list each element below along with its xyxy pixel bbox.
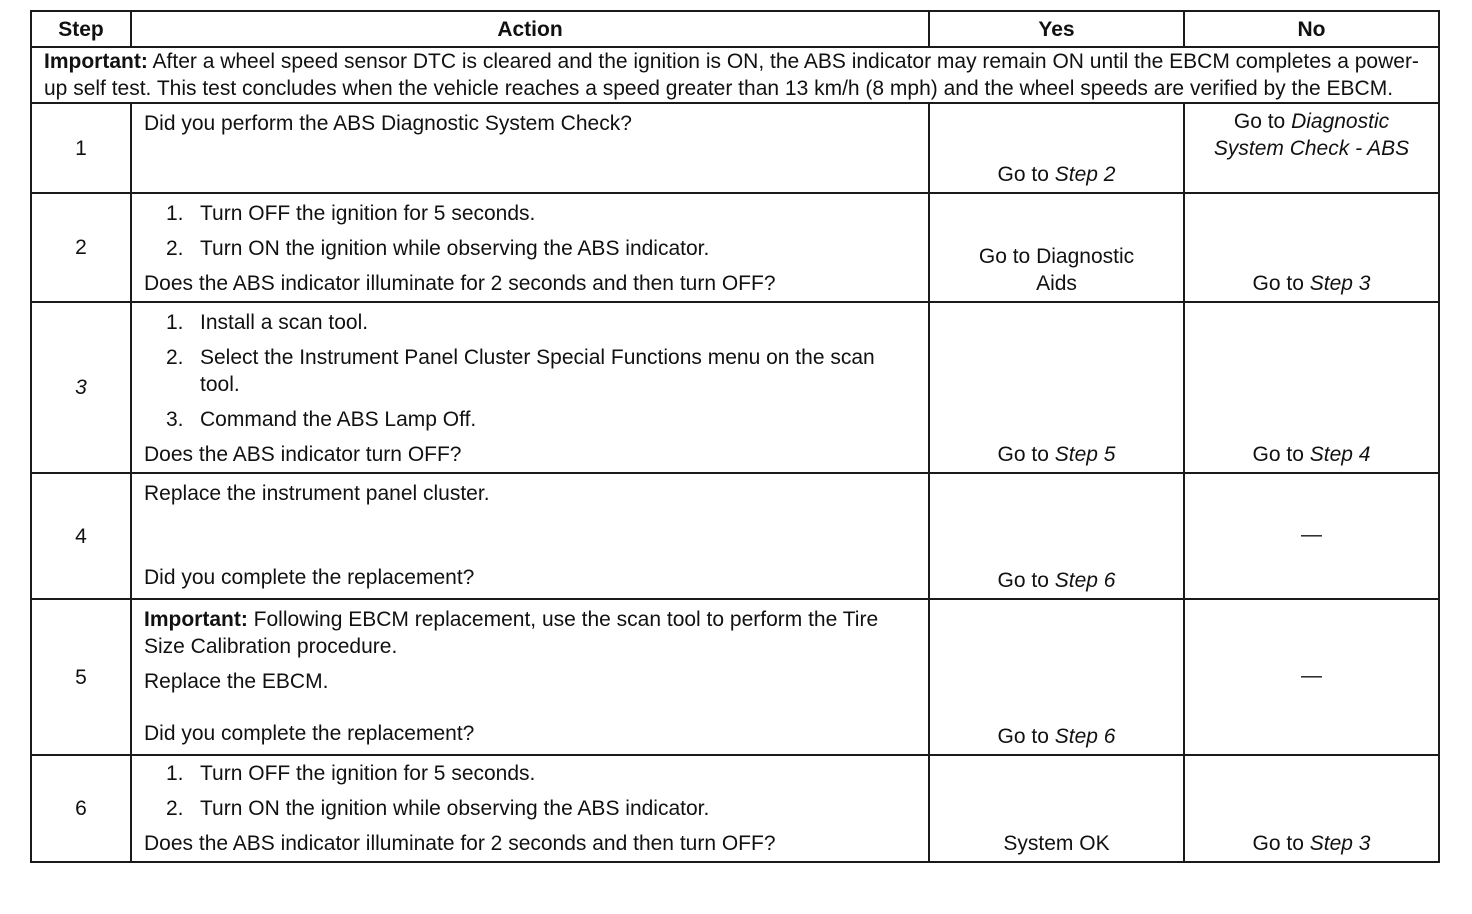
action-question: Did you perform the ABS Diagnostic System Check? [144, 112, 632, 135]
list-item: 1. Install a scan tool. [166, 311, 369, 334]
table-row-step-1 [31, 103, 1439, 193]
action-cell [131, 599, 929, 755]
no-cell[interactable] [1184, 302, 1439, 473]
yes-cell[interactable] [929, 302, 1184, 473]
list-item: 1. Turn OFF the ignition for 5 seconds. [166, 762, 536, 785]
action-instruction: Replace the EBCM. [144, 670, 329, 693]
action-steps [144, 760, 916, 822]
important-note [31, 47, 1439, 103]
no-prefix: Go to [1233, 110, 1292, 133]
action-question: Does the ABS indicator turn OFF? [144, 443, 462, 466]
no-link[interactable]: Step 4 [1309, 443, 1371, 466]
action-important: Important: Following EBCM replacement, use the scan tool to perform the Tire Size Calibration procedure. [144, 608, 879, 658]
action-cell [131, 755, 929, 862]
no-link[interactable]: Step 3 [1309, 832, 1371, 855]
action-steps [144, 200, 916, 262]
important-label: Important: [44, 50, 148, 73]
step-number: 5 [31, 599, 131, 755]
yes-cell[interactable] [929, 755, 1184, 862]
table-row-step-6 [31, 755, 1439, 862]
action-cell [131, 302, 929, 473]
step-number: 6 [31, 755, 131, 862]
action-question: Did you complete the replacement? [144, 566, 475, 589]
table-row-step-4 [31, 473, 1439, 599]
action-question: Does the ABS indicator illuminate for 2 seconds and then turn OFF? [144, 832, 776, 855]
no-cell[interactable] [1184, 755, 1439, 862]
header-step: Step [31, 11, 131, 47]
list-item: 3. Command the ABS Lamp Off. [166, 408, 477, 431]
yes-link[interactable]: Step 2 [1054, 163, 1116, 186]
table-row-step-3 [31, 302, 1439, 473]
yes-text[interactable]: Go to Diagnostic Aids [978, 245, 1135, 295]
action-cell [131, 103, 929, 193]
no-cell[interactable] [1184, 193, 1439, 302]
table-row-step-5 [31, 599, 1439, 755]
list-item: 2. Turn ON the ignition while observing the ABS indicator. [166, 237, 710, 260]
list-item: 2. Turn ON the ignition while observing the ABS indicator. [166, 797, 710, 820]
list-item: 2. Select the Instrument Panel Cluster Special Functions menu on the scan tool. [166, 346, 875, 396]
yes-prefix: Go to [997, 569, 1055, 592]
list-item: 1. Turn OFF the ignition for 5 seconds. [166, 202, 536, 225]
yes-link[interactable]: Step 5 [1054, 443, 1116, 466]
yes-cell[interactable] [929, 103, 1184, 193]
no-cell[interactable] [1184, 103, 1439, 193]
yes-cell[interactable] [929, 599, 1184, 755]
action-steps [144, 309, 916, 433]
important-label: Important: [144, 608, 248, 631]
header-row [31, 11, 1439, 47]
yes-cell[interactable] [929, 193, 1184, 302]
no-link[interactable]: Step 3 [1309, 272, 1371, 295]
yes-text[interactable]: System OK [1003, 832, 1110, 855]
important-text: After a wheel speed sensor DTC is cleared and the ignition is ON, the ABS indicator may remain ON until the EBCM completes a power-up self test. This test concludes when the vehicle reaches a speed greater than 13 km/h (8 mph) and the wheel speeds are verified by the EBCM. [44, 50, 1419, 100]
yes-link[interactable]: Step 6 [1054, 725, 1116, 748]
header-action: Action [131, 11, 929, 47]
action-cell [131, 193, 929, 302]
important-note-row [31, 47, 1439, 103]
yes-prefix: Go to [997, 725, 1055, 748]
no-link[interactable]: Diagnostic System Check - ABS [1213, 110, 1410, 160]
header-no: No [1184, 11, 1439, 47]
header-yes: Yes [929, 11, 1184, 47]
yes-prefix: Go to [997, 443, 1055, 466]
no-prefix: Go to [1252, 832, 1310, 855]
action-instruction: Replace the instrument panel cluster. [144, 482, 490, 505]
no-cell: — [1184, 599, 1439, 755]
no-cell: — [1184, 473, 1439, 599]
action-question: Does the ABS indicator illuminate for 2 seconds and then turn OFF? [144, 272, 776, 295]
step-number: 2 [31, 193, 131, 302]
action-question: Did you complete the replacement? [144, 722, 475, 745]
table-row-step-2 [31, 193, 1439, 302]
no-prefix: Go to [1252, 443, 1310, 466]
yes-link[interactable]: Step 6 [1054, 569, 1116, 592]
action-cell [131, 473, 929, 599]
yes-prefix: Go to [997, 163, 1055, 186]
step-number: 4 [31, 473, 131, 599]
yes-cell[interactable] [929, 473, 1184, 599]
step-number: 1 [31, 103, 131, 193]
no-prefix: Go to [1252, 272, 1310, 295]
step-number: 3 [31, 302, 131, 473]
diagnostic-table [30, 10, 1440, 863]
